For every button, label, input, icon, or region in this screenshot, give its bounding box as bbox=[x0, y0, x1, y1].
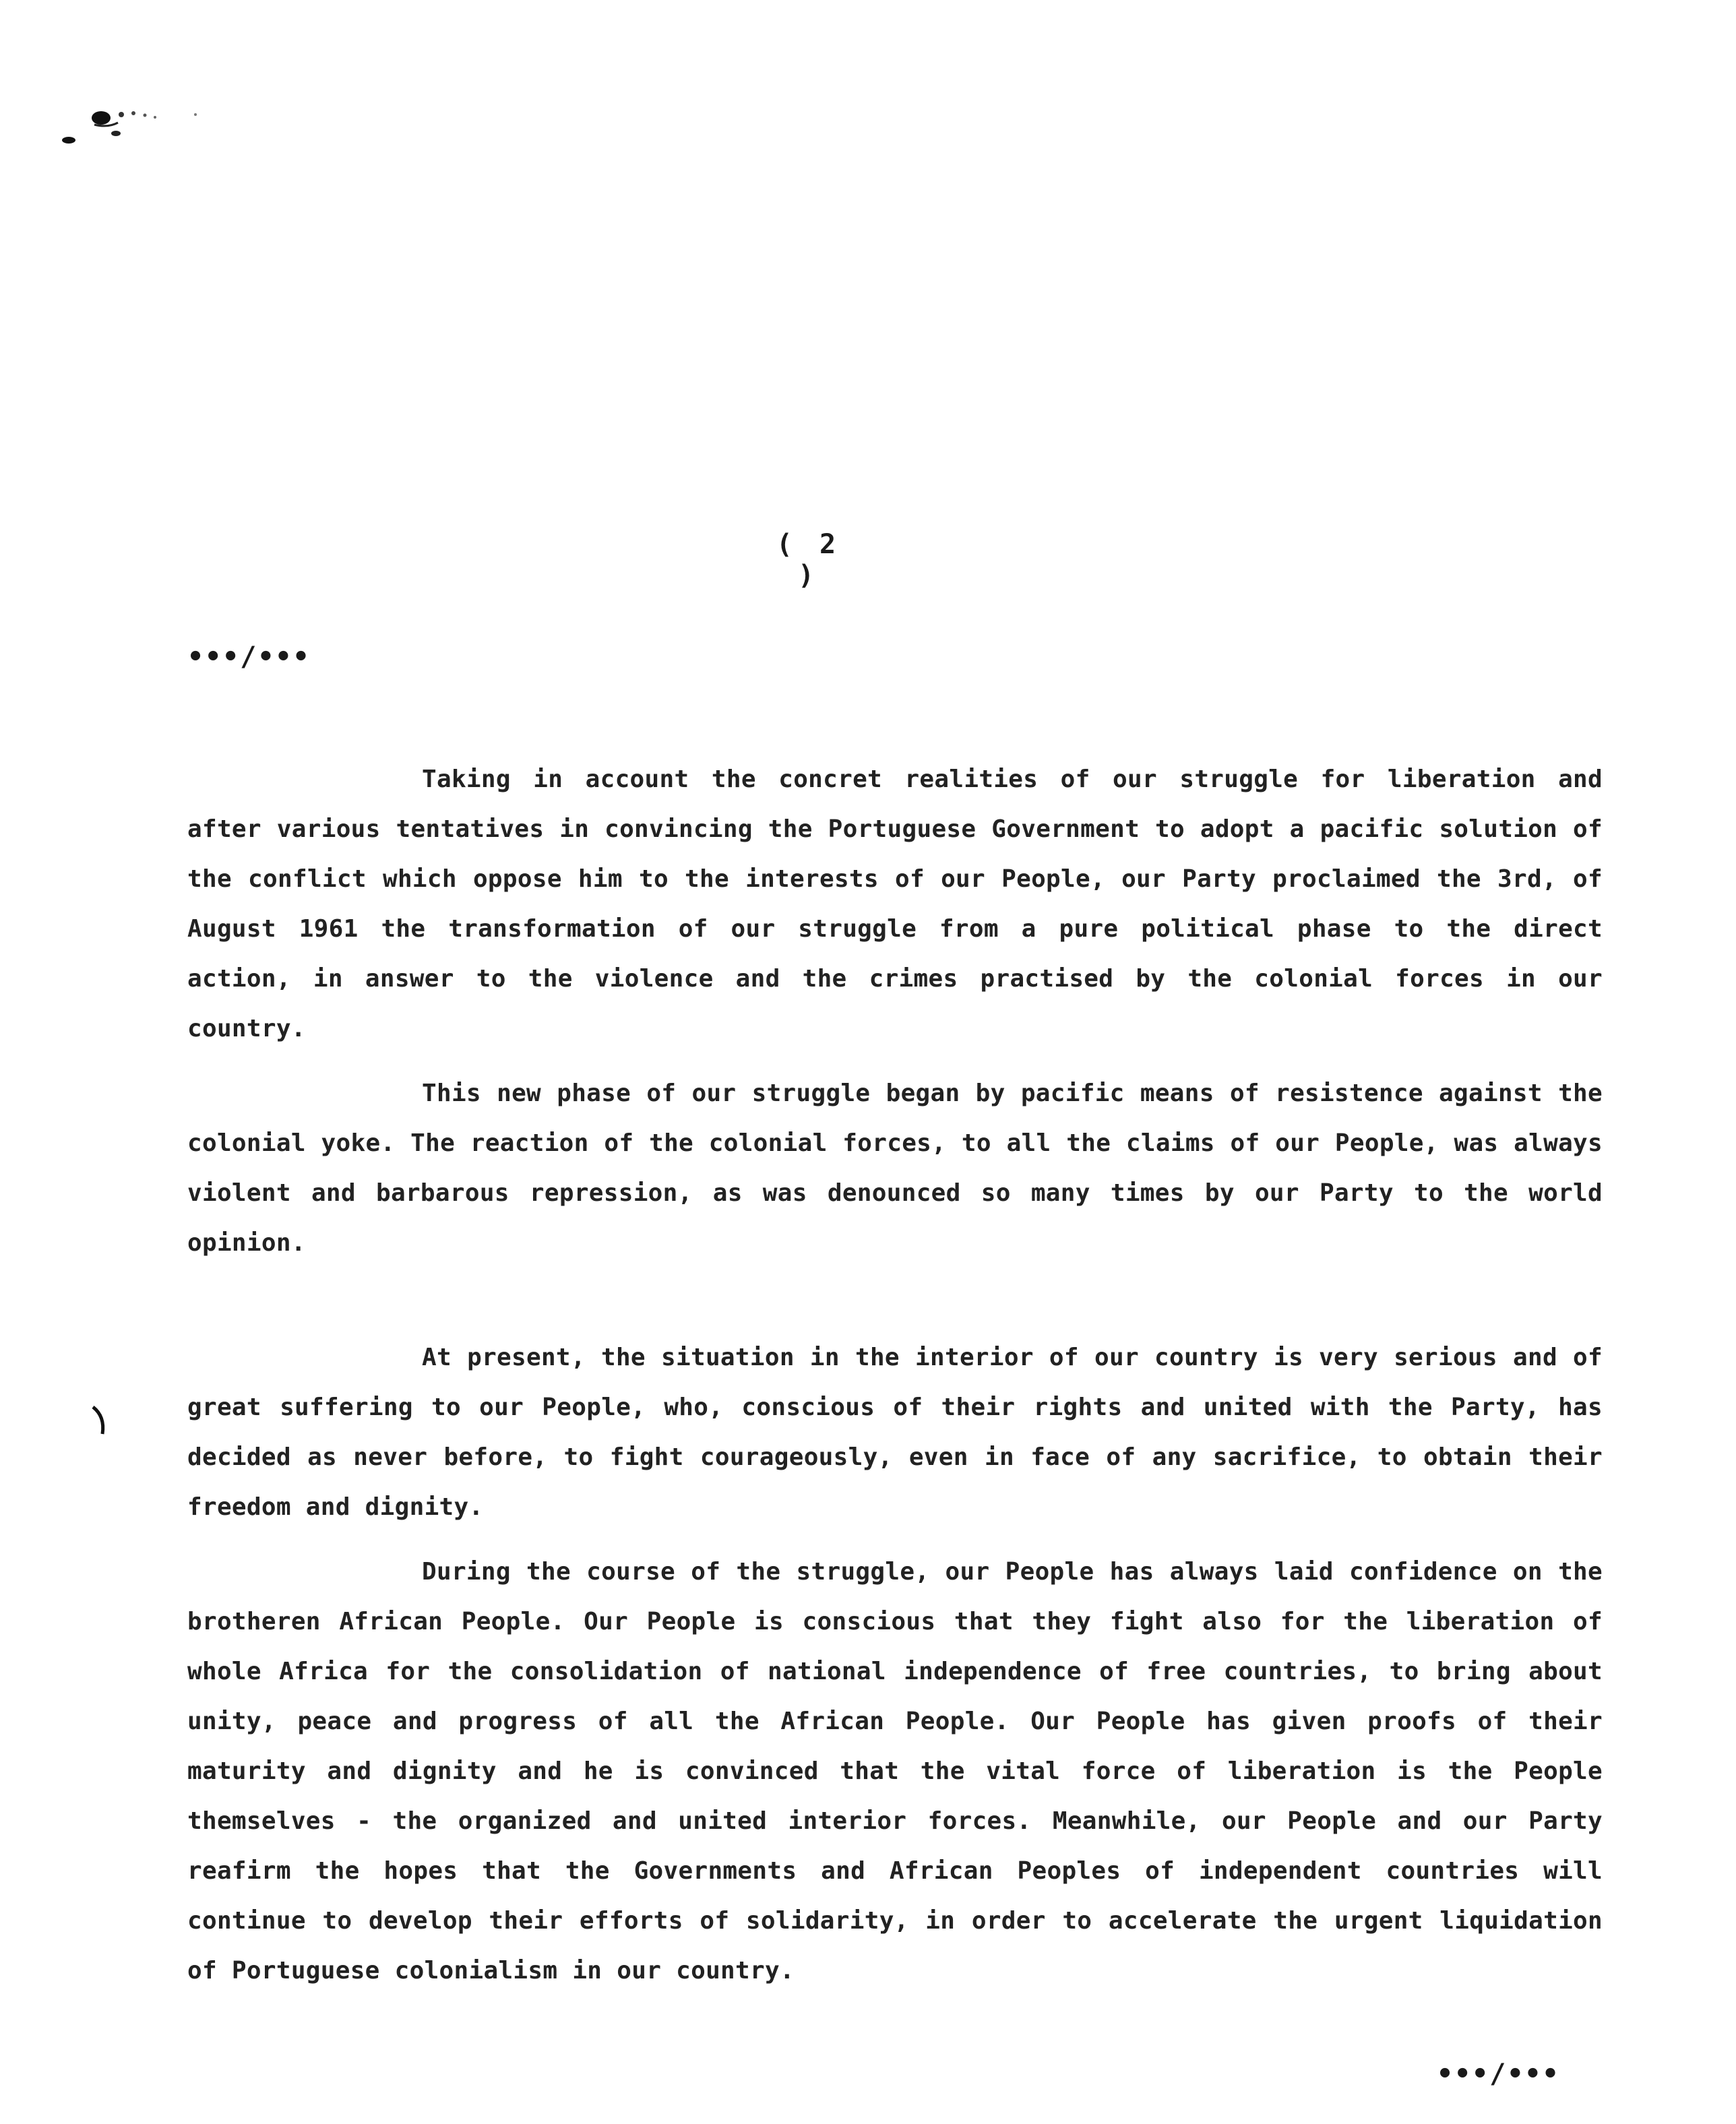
continuation-marker-bottom: •••/••• bbox=[1437, 2059, 1560, 2090]
paragraph-african-solidarity: During the course of the struggle, our People has always laid confidence on the brotheren African People. Our People is conscious that they fight also for the liberation of whole Africa for the consolidation of national independence of free countries, to bring about unity, peace and progress of all the African People. Our People has given proofs of their maturity and dignity and he is convinced that the vital force of liberation is the People themselves - the organized and united interior forces. Meanwhile, our People and our Party reafirm the hopes that the Governments and African Peoples of independent countries will continue to develop their efforts of solidarity, in order to accelerate the urgent liquidation of Portuguese colonialism in our country. bbox=[187, 1558, 1603, 1985]
page-number: ( 2 ) bbox=[776, 529, 842, 591]
body-text bbox=[187, 755, 1603, 1996]
margin-tick-mark bbox=[88, 1402, 115, 1442]
paragraph-present-situation: At present, the situation in the interior of our country is very serious and of great suffering to our People, who, conscious of their rights and united with the Party, has decided as never before, to fight courageously, even in face of any sacrifice, to obtain their freedom and dignity. bbox=[187, 1344, 1603, 1521]
ink-blot-mark bbox=[54, 94, 202, 155]
paragraph-new-phase: This new phase of our struggle began by pacific means of resistence against the colonial yoke. The reaction of the colonial forces, to all the claims of our People, was always violent and barbarous repression, as was denounced so many times by our Party to the world opinion. bbox=[187, 1080, 1603, 1257]
continuation-marker-top: •••/••• bbox=[187, 642, 311, 673]
paragraph-liberation-struggle: Taking in account the concret realities of our struggle for liberation and after various tentatives in convincing the Portuguese Government to adopt a pacific solution of the conflict which oppose him to the interests of our People, our Party proclaimed the 3rd, of August 1961 the transformation of our struggle from a pure political phase to the direct action, in answer to the violence and the crimes practised by the colonial forces in our country. bbox=[187, 766, 1603, 1042]
